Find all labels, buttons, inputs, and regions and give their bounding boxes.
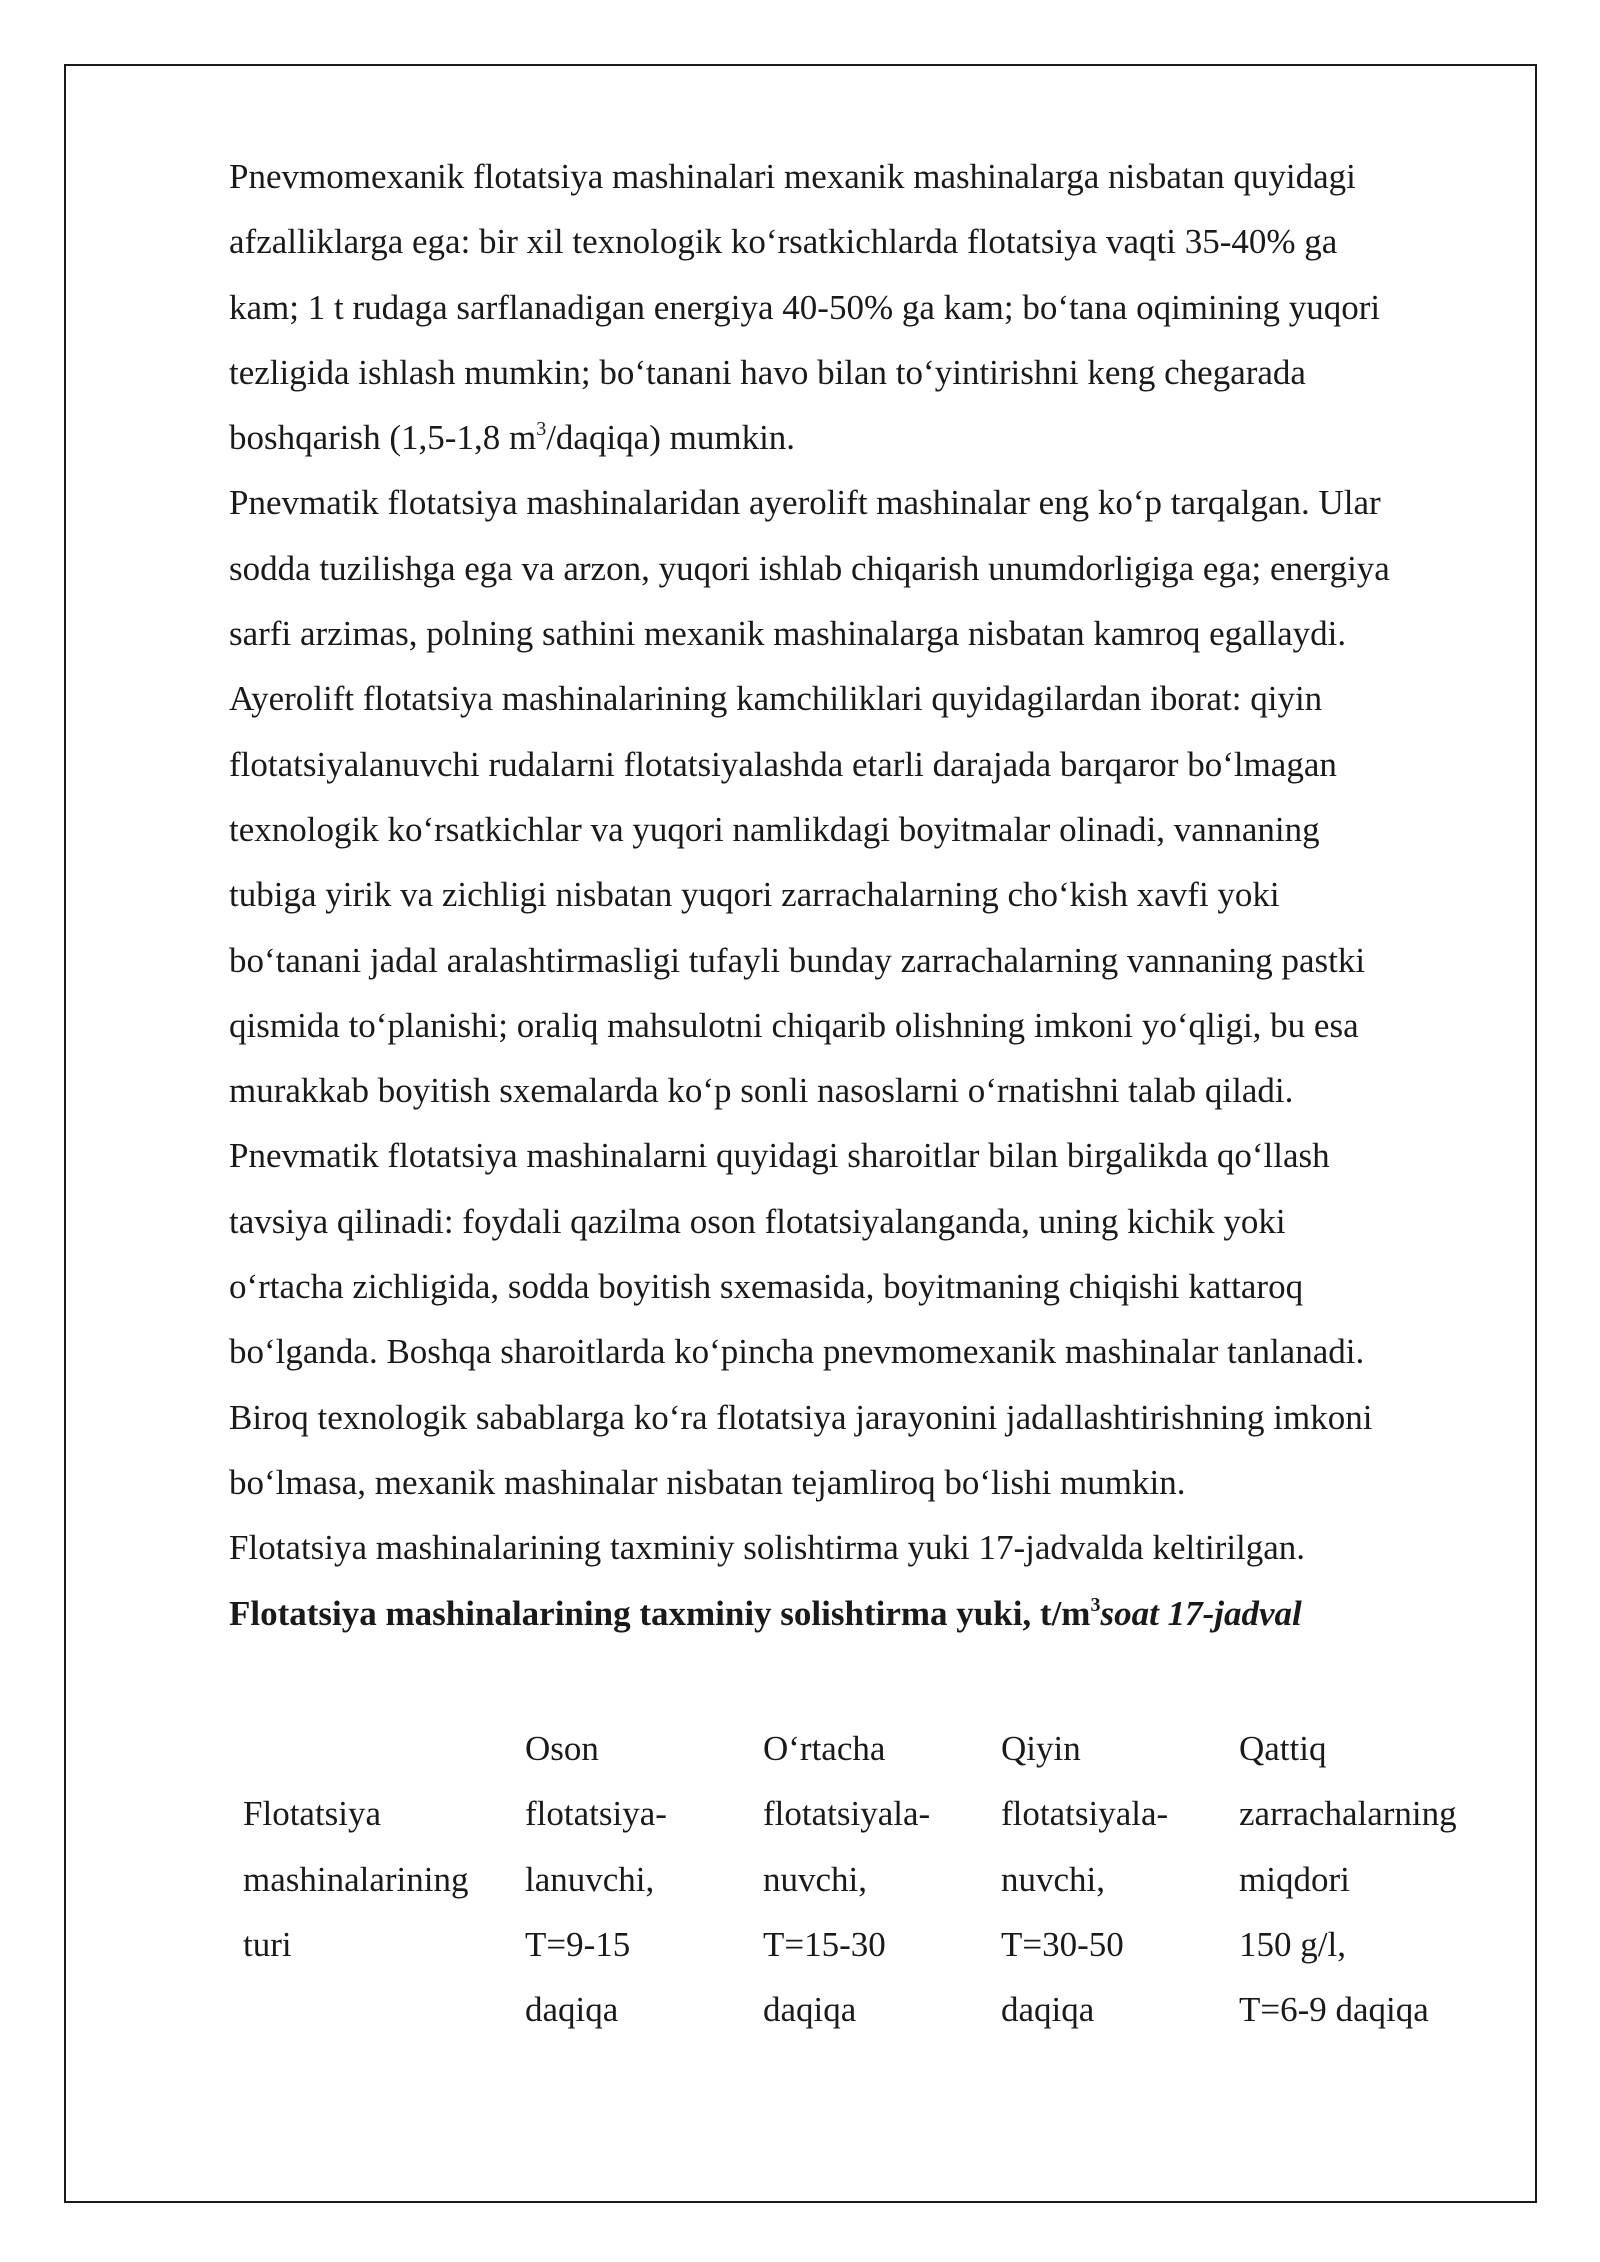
text-fragment: boshqarish (1,5-1,8 m xyxy=(229,418,537,458)
caption-superscript: 3 xyxy=(1090,1593,1101,1616)
text-line: sarfi arzimas, polning sathini mexanik mashinalarga nisbatan kamroq egallaydi. xyxy=(229,614,1347,654)
table-cell-line: T=30-50 xyxy=(1001,1924,1124,1964)
table-column-type xyxy=(243,1716,525,1977)
text-line: tubiga yirik va zichligi nisbatan yuqori zarrachalarning choʻkish xavfi yoki xyxy=(229,875,1280,915)
text-line: Flotatsiya mashinalarining taxminiy solishtirma yuki 17-jadvalda keltirilgan. xyxy=(229,1528,1306,1568)
text-line: texnologik koʻrsatkichlar va yuqori namlikdagi boyitmalar olinadi, vannaning xyxy=(229,809,1320,849)
text-line: murakkab boyitish sxemalarda koʻp sonli nasoslarni oʻrnatishni talab qiladi. xyxy=(229,1071,1294,1111)
table-caption xyxy=(229,1581,1519,1646)
table-cell-line: nuvchi, xyxy=(763,1859,868,1899)
table-cell-line: Oʻrtacha xyxy=(763,1729,886,1768)
table-cell-line: nuvchi, xyxy=(1001,1859,1106,1899)
text-line: Pnevmatik flotatsiya mashinalaridan ayerolift mashinalar eng koʻp tarqalgan. Ular xyxy=(229,483,1381,523)
text-line: kam; 1 t rudaga sarflanadigan energiya 40-50% ga kam; boʻtana oqimining yuqori xyxy=(229,287,1381,327)
text-line: afzalliklarga ega: bir xil texnologik koʻrsatkichlarda flotatsiya vaqti 35-40% ga xyxy=(229,222,1338,262)
text-line: boʻlganda. Boshqa sharoitlarda koʻpincha pnevmomexanik mashinalar tanlanadi. xyxy=(229,1332,1365,1372)
text-line: sodda tuzilishga ega va arzon, yuqori ishlab chiqarish unumdorligiga ega; energiya xyxy=(229,548,1390,588)
paragraph-3 xyxy=(229,666,1519,1123)
text-line: Pnevmatik flotatsiya mashinalarni quyidagi sharoitlar bilan birgalikda qoʻllash xyxy=(229,1136,1330,1176)
table-cell-line: flotatsiya- xyxy=(525,1794,667,1834)
table-cell-line: lanuvchi, xyxy=(525,1859,655,1899)
table-column-medium xyxy=(763,1716,1001,2042)
table-cell-line: Oson xyxy=(525,1729,599,1768)
table-column-easy xyxy=(525,1716,763,2042)
table-cell-line: mashinalarining xyxy=(243,1859,469,1899)
table-cell-line: daqiqa xyxy=(1001,1990,1095,2030)
table-cell-line: turi xyxy=(243,1924,292,1964)
text-fragment: /daqiqa) mumkin. xyxy=(546,418,796,458)
table-cell-line: Flotatsiya xyxy=(243,1794,382,1834)
text-line: boʻtanani jadal aralashtirmasligi tufayli bunday zarrachalarning vannaning pastki xyxy=(229,940,1366,980)
text-line: boʻlmasa, mexanik mashinalar nisbatan tejamliroq boʻlishi mumkin. xyxy=(229,1462,1186,1502)
table-cell-line: flotatsiyala- xyxy=(763,1794,931,1834)
table-cell-line: 150 g/l, xyxy=(1239,1924,1346,1964)
text-line xyxy=(229,405,1519,470)
table-cell-line: T=15-30 xyxy=(763,1924,886,1964)
text-line: flotatsiyalanuvchi rudalarni flotatsiyalashda etarli darajada barqaror boʻlmagan xyxy=(229,744,1337,784)
paragraph-1 xyxy=(229,144,1519,470)
paragraph-2 xyxy=(229,470,1519,666)
text-line: qismida toʻplanishi; oraliq mahsulotni chiqarib olishning imkoni yoʻqligi, bu esa xyxy=(229,1005,1359,1045)
caption-table-number: soat 17-jadval xyxy=(1100,1593,1302,1633)
table-cell-line: zarrachalarning xyxy=(1239,1794,1457,1834)
paragraph-5 xyxy=(229,1515,1519,1580)
table-cell-line: flotatsiyala- xyxy=(1001,1794,1169,1834)
caption-text: Flotatsiya mashinalarining taxminiy solishtirma yuki, t/m xyxy=(229,1593,1091,1633)
document-body xyxy=(229,144,1519,1646)
table-cell-line: daqiqa xyxy=(525,1990,619,2030)
table-column-hard xyxy=(1001,1716,1239,2042)
table-cell-line: miqdori xyxy=(1239,1859,1350,1899)
paragraph-4 xyxy=(229,1123,1519,1515)
table-cell-line: Qattiq xyxy=(1239,1729,1327,1768)
table-cell-line: daqiqa xyxy=(763,1990,857,2030)
table-cell-line: T=9-15 xyxy=(525,1924,631,1964)
text-line: Ayerolift flotatsiya mashinalarining kamchiliklari quyidagilardan iborat: qiyin xyxy=(229,679,1323,719)
text-line: tavsiya qilinadi: foydali qazilma oson flotatsiyalanganda, uning kichik yoki xyxy=(229,1201,1286,1241)
text-line: Biroq texnologik sabablarga koʻra flotatsiya jarayonini jadallashtirishning imkoni xyxy=(229,1397,1373,1437)
text-line: tezligida ishlash mumkin; boʻtanani havo bilan toʻyintirishni keng chegarada xyxy=(229,352,1306,392)
superscript: 3 xyxy=(536,418,547,441)
table-header xyxy=(243,1716,1533,2042)
table-cell-line: Qiyin xyxy=(1001,1729,1081,1768)
text-line: Pnevmomexanik flotatsiya mashinalari mexanik mashinalarga nisbatan quyidagi xyxy=(229,157,1356,196)
text-line: oʻrtacha zichligida, sodda boyitish sxemasida, boyitmaning chiqishi kattaroq xyxy=(229,1267,1304,1307)
table-cell-line: T=6-9 daqiqa xyxy=(1239,1990,1429,2030)
table-column-solids xyxy=(1239,1716,1533,2042)
